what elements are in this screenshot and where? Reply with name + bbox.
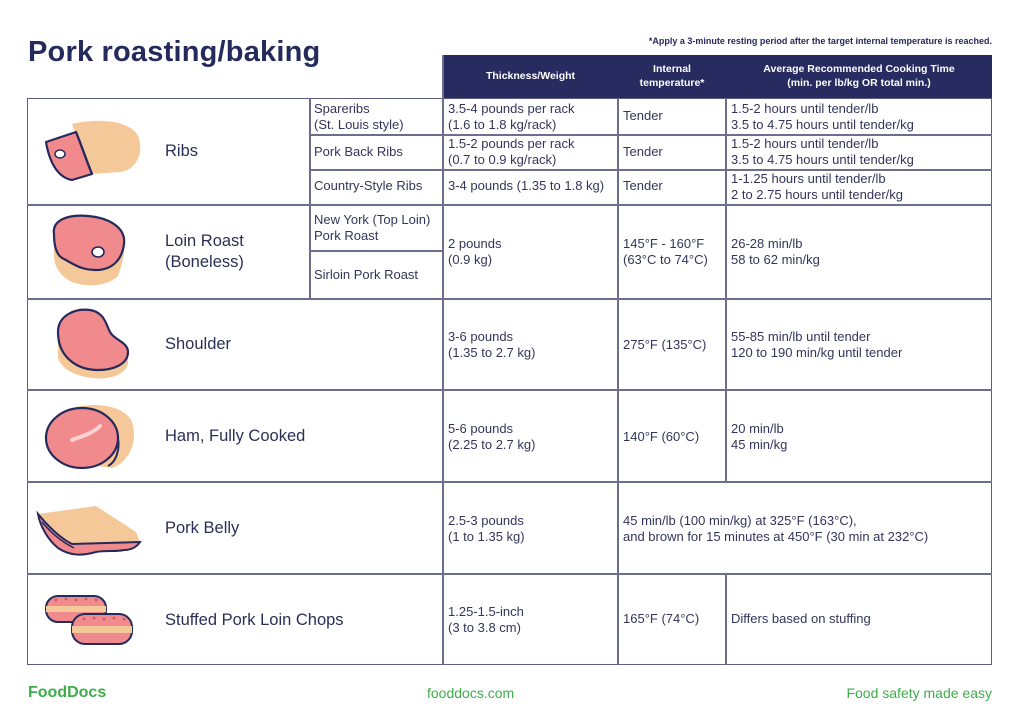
col-divider <box>309 98 311 298</box>
resting-note: *Apply a 3-minute resting period after the target internal temperature is reached. <box>648 36 992 46</box>
header-time-l2: (min. per lb/kg OR total min.) <box>787 76 931 89</box>
row-divider <box>27 481 992 483</box>
row-divider <box>27 573 992 575</box>
back-ribs-weight <box>448 136 574 168</box>
belly-weight-1: 2.5-3 pounds <box>448 513 524 528</box>
spareribs-weight-1: 3.5-4 pounds per rack <box>448 101 575 116</box>
spareribs-weight <box>448 101 574 133</box>
shoulder-time-2: 120 to 190 min/kg until tender <box>731 345 903 360</box>
header-time-l1: Average Recommended Cooking Time <box>763 62 955 75</box>
loin-weight <box>448 236 502 268</box>
belly-time-1: 45 min/lb (100 min/kg) at 325°F (163°C), <box>623 513 857 528</box>
header-internal-l1: Internal <box>653 62 691 75</box>
loin-name-1: Loin Roast <box>165 232 244 250</box>
chops-thickness <box>448 604 524 636</box>
row-divider <box>27 389 992 391</box>
shoulder-time <box>731 329 902 361</box>
loin-temp <box>623 236 708 268</box>
col-divider <box>725 573 727 665</box>
belly-weight-2: (1 to 1.35 kg) <box>448 529 525 544</box>
spareribs-time-1: 1.5-2 hours until tender/lb <box>731 101 879 116</box>
row-name-ribs: Ribs <box>165 142 199 160</box>
country-ribs-temp: Tender <box>623 178 663 193</box>
row-divider <box>27 298 992 300</box>
back-ribs-time-2: 3.5 to 4.75 hours until tender/kg <box>731 152 914 167</box>
ham-time-1: 20 min/lb <box>731 421 784 436</box>
loin-temp-1: 145°F - 160°F <box>623 236 705 251</box>
row-name-shoulder: Shoulder <box>165 335 232 353</box>
ham-temp: 140°F (60°C) <box>623 429 700 444</box>
spareribs-label-2: (St. Louis style) <box>314 117 404 132</box>
loin-roast-icon <box>48 212 130 290</box>
back-ribs-weight-2: (0.7 to 0.9 kg/rack) <box>448 152 557 167</box>
back-ribs-weight-1: 1.5-2 pounds per rack <box>448 136 575 151</box>
row-name-stuffed-chops: Stuffed Pork Loin Chops <box>165 611 344 629</box>
chops-thickness-2: (3 to 3.8 cm) <box>448 620 521 635</box>
country-ribs-weight: 3-4 pounds (1.35 to 1.8 kg) <box>448 178 605 193</box>
shoulder-temp: 275°F (135°C) <box>623 337 707 352</box>
chops-thickness-1: 1.25-1.5-inch <box>448 604 524 619</box>
loin-time-1: 26-28 min/lb <box>731 236 803 251</box>
stuffed-chops-icon <box>42 590 136 652</box>
row-name-loin <box>165 231 244 273</box>
col-divider <box>442 55 444 665</box>
ham-icon <box>42 402 136 472</box>
sub-row-divider <box>309 250 443 252</box>
fooddocs-logo[interactable]: FoodDocs <box>28 684 107 701</box>
loin-name-2: (Boneless) <box>165 253 244 271</box>
ribs-sub-country-style: Country-Style Ribs <box>314 178 423 193</box>
back-ribs-temp: Tender <box>623 144 663 159</box>
shoulder-time-1: 55-85 min/lb until tender <box>731 329 871 344</box>
ham-time-2: 45 min/kg <box>731 437 788 452</box>
loin-time-2: 58 to 62 min/kg <box>731 252 820 267</box>
loin-sub-new-york <box>314 212 430 244</box>
belly-time-2: and brown for 15 minutes at 450°F (30 min at 232°C) <box>623 529 929 544</box>
ham-weight-1: 5-6 pounds <box>448 421 514 436</box>
row-divider <box>27 204 992 206</box>
loin-sub-sirloin: Sirloin Pork Roast <box>314 267 419 282</box>
shoulder-weight-1: 3-6 pounds <box>448 329 514 344</box>
website-link[interactable]: fooddocs.com <box>427 685 515 701</box>
col-divider <box>617 98 619 665</box>
ribs-sub-spareribs <box>314 101 404 133</box>
loin-weight-1: 2 pounds <box>448 236 502 251</box>
row-name-pork-belly: Pork Belly <box>165 519 240 537</box>
ham-weight-2: (2.25 to 2.7 kg) <box>448 437 536 452</box>
header-thickness-label: Thickness/Weight <box>485 69 576 82</box>
country-ribs-time-1: 1-1.25 hours until tender/lb <box>731 171 886 186</box>
header-thickness <box>443 55 618 98</box>
row-name-ham: Ham, Fully Cooked <box>165 427 306 445</box>
page-title: Pork roasting/baking <box>28 36 321 68</box>
ham-weight <box>448 421 535 453</box>
loin-time <box>731 236 820 268</box>
shoulder-weight-2: (1.35 to 2.7 kg) <box>448 345 536 360</box>
pork-belly-icon <box>36 502 144 558</box>
header-cooking-time <box>726 55 992 98</box>
tagline: Food safety made easy <box>846 685 992 701</box>
belly-time <box>623 513 928 545</box>
new-york-label-2: Pork Roast <box>314 228 379 243</box>
spareribs-time <box>731 101 914 133</box>
ham-time <box>731 421 787 453</box>
col-divider <box>725 98 727 481</box>
chops-time: Differs based on stuffing <box>731 611 871 626</box>
loin-weight-2: (0.9 kg) <box>448 252 493 267</box>
spareribs-temp: Tender <box>623 108 663 123</box>
country-ribs-time <box>731 171 903 203</box>
header-internal-l2: temperature* <box>639 76 705 89</box>
spareribs-label-1: Spareribs <box>314 101 370 116</box>
belly-weight <box>448 513 525 545</box>
header-internal-temp <box>618 55 726 98</box>
loin-temp-2: (63°C to 74°C) <box>623 252 708 267</box>
new-york-label-1: New York (Top Loin) <box>314 212 431 227</box>
shoulder-weight <box>448 329 535 361</box>
ribs-sub-back-ribs: Pork Back Ribs <box>314 144 403 159</box>
shoulder-icon <box>52 306 132 382</box>
back-ribs-time <box>731 136 914 168</box>
ribs-icon <box>42 118 144 186</box>
spareribs-weight-2: (1.6 to 1.8 kg/rack) <box>448 117 557 132</box>
back-ribs-time-1: 1.5-2 hours until tender/lb <box>731 136 879 151</box>
country-ribs-time-2: 2 to 2.75 hours until tender/kg <box>731 187 904 202</box>
chops-temp: 165°F (74°C) <box>623 611 700 626</box>
spareribs-time-2: 3.5 to 4.75 hours until tender/kg <box>731 117 914 132</box>
